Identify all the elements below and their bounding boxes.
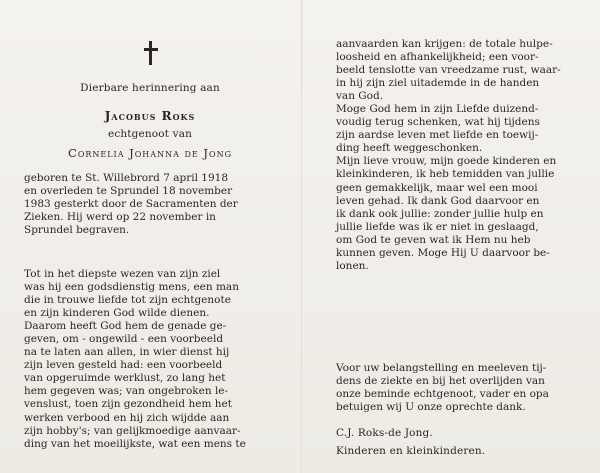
tribute-line: van God.	[336, 90, 384, 103]
biography-paragraph	[24, 172, 286, 237]
tribute-line: Tot in het diepste wezen van zijn ziel	[24, 268, 221, 280]
tribute-line: ding heeft weggeschonken.	[336, 142, 483, 155]
tribute-line: na te laten aan allen, in wier dienst hij	[24, 346, 230, 359]
tribute-left-paragraph	[24, 268, 286, 451]
tribute-line: in hij zijn ziel uitademde in de handen	[336, 77, 540, 90]
tribute-line: lonen.	[336, 259, 369, 272]
tribute-line: geen gemakkelijk, maar wel een mooi	[336, 181, 538, 194]
tribute-line: Daarom heeft God hem de genade ge-	[24, 320, 227, 333]
tribute-line: ding van het moeilijkste, wat een mens te	[24, 437, 246, 450]
tribute-line: die in trouwe liefde tot zijn echtgenote	[24, 294, 231, 307]
biography-line: geboren te St. Willebrord 7 april 1918	[24, 172, 229, 184]
tribute-line: Mijn lieve vrouw, mijn goede kinderen en	[336, 155, 557, 168]
spouse-name: Cornelia Johanna de Jong	[68, 146, 232, 160]
tribute-line: voudig terug schenken, wat hij tijdens	[336, 116, 540, 129]
signature-widow: C.J. Roks-de Jong.	[336, 427, 433, 439]
tribute-line: Moge God hem in zijn Liefde duizend-	[336, 103, 539, 116]
thanks-line: dens de ziekte en bij het overlijden van	[336, 375, 545, 388]
biography-line: 1983 gesterkt door de Sacramenten der	[24, 198, 238, 211]
biography-line: Sprundel begraven.	[24, 224, 130, 237]
tribute-line: venslust, toen zijn gezondheid hem het	[24, 398, 232, 411]
tribute-line: beeld tenslotte van vreedzame rust, waar-	[336, 64, 561, 77]
tribute-line: zijn leven gesteld had: een voorbeeld	[24, 359, 223, 372]
tribute-line: kleinkinderen, ik heb temidden van jullie	[336, 168, 555, 181]
biography-line: Zieken. Hij werd op 22 november in	[24, 211, 216, 224]
deceased-name: Jacobus Roks	[104, 109, 196, 123]
tribute-line: leven gehad. Ik dank God daarvoor en	[336, 194, 540, 207]
tribute-line: kunnen geven. Moge Hij U daarvoor be-	[336, 246, 550, 259]
tribute-line: zijn aardse leven met liefde en toewij-	[336, 129, 539, 142]
tribute-line: zijn hobby's; van gelijkmoedige aanvaar-	[24, 424, 241, 437]
signature-family: Kinderen en kleinkinderen.	[336, 445, 486, 457]
tribute-line: loosheid en afhankelijkheid; een voor-	[336, 51, 539, 64]
intro-text: Dierbare herinnering aan	[80, 82, 220, 94]
tribute-line: van opgeruimde werklust, zo lang het	[24, 372, 226, 385]
relation-text: echtgenoot van	[107, 128, 193, 140]
thanks-line: Voor uw belangstelling en meeleven tij-	[336, 362, 547, 374]
tribute-line: jullie liefde was ik er niet in geslaagd,	[336, 220, 539, 233]
latin-cross-icon	[144, 41, 158, 65]
thanks-line: betuigen wij U onze oprechte dank.	[336, 401, 526, 414]
tribute-line: om God te geven wat ik Hem nu heb	[336, 233, 531, 246]
tribute-line: was hij een godsdienstig mens, een man	[24, 281, 239, 294]
tribute-line: werken verbood en hij zich wijdde aan	[24, 411, 230, 424]
tribute-right-paragraph	[336, 38, 598, 273]
tribute-line: hem gegeven was; van ongebroken le-	[24, 385, 229, 398]
fold-line	[301, 0, 303, 473]
tribute-line: en zijn kinderen God wilde dienen.	[24, 307, 210, 320]
tribute-line: aanvaarden kan krijgen: de totale hulpe-	[336, 38, 553, 50]
thanks-paragraph	[336, 362, 598, 414]
thanks-line: onze beminde echtgenoot, vader en opa	[336, 388, 549, 401]
tribute-line: geven, om - ongewild - een voorbeeld	[24, 333, 224, 346]
tribute-line: ik dank ook jullie: zonder jullie hulp en	[336, 207, 544, 220]
biography-line: en overleden te Sprundel 18 november	[24, 185, 233, 198]
